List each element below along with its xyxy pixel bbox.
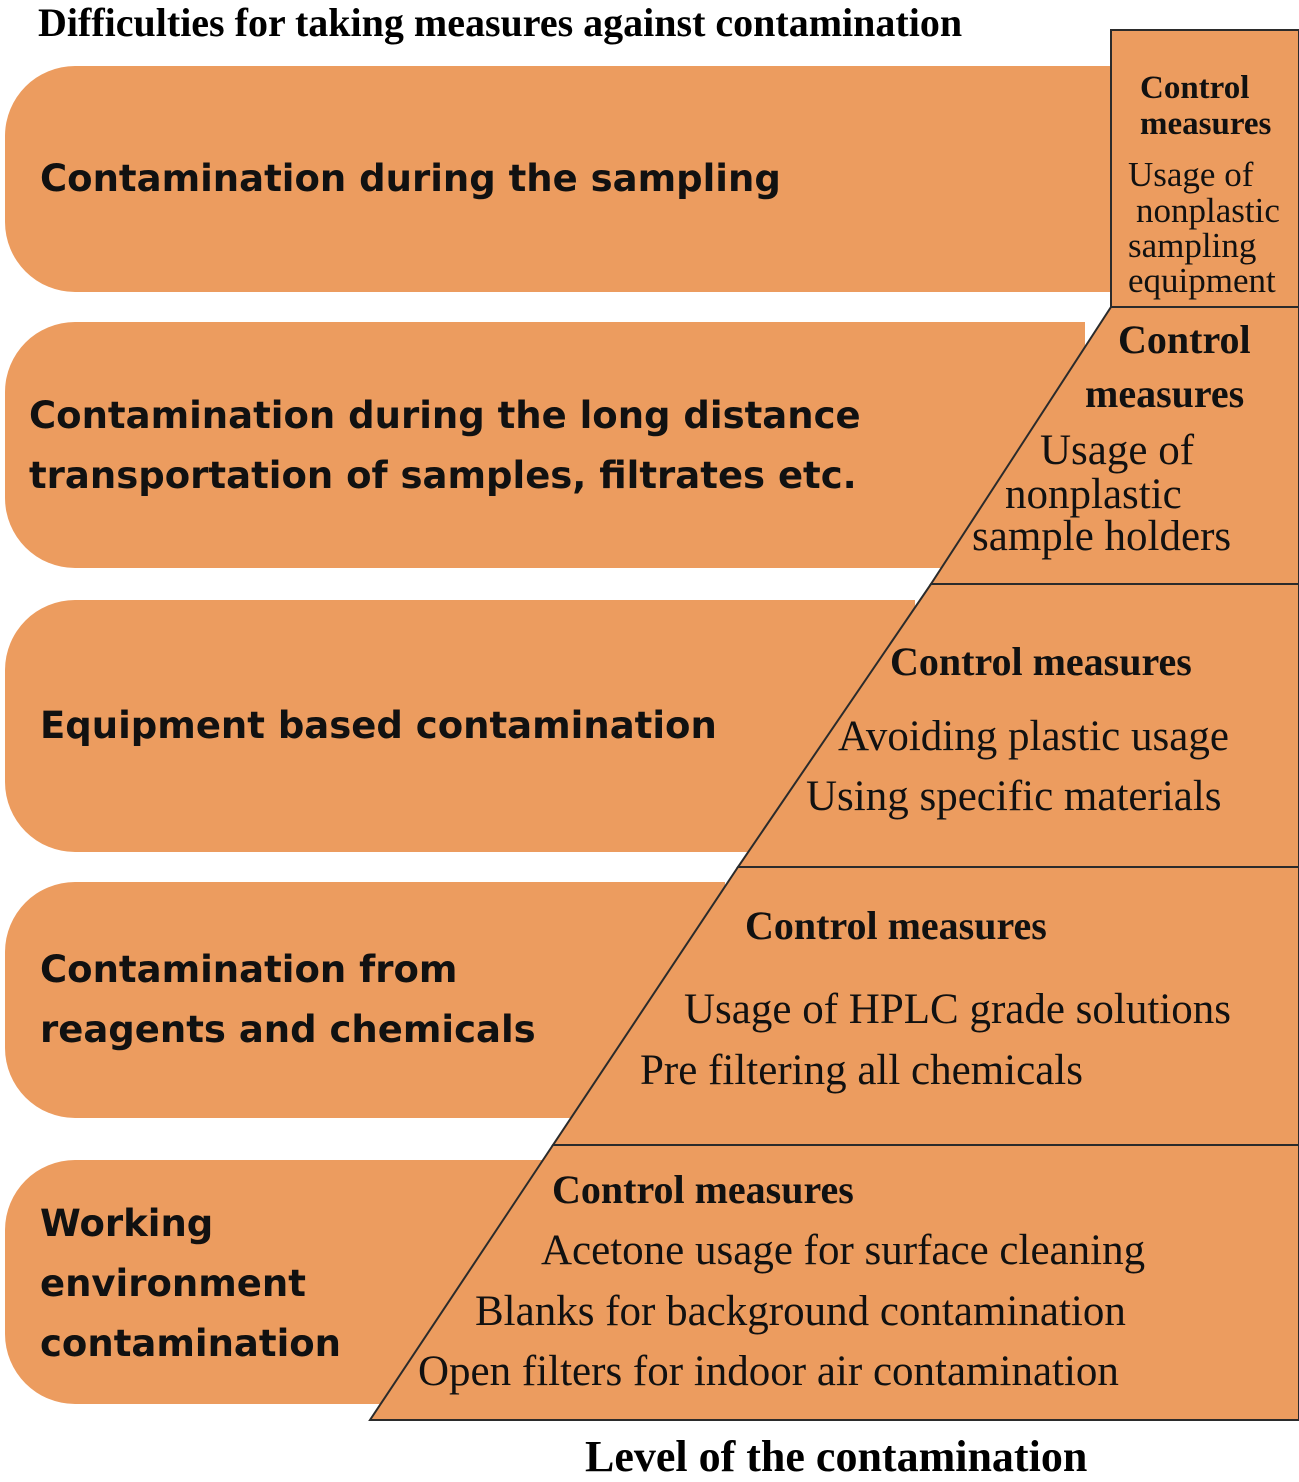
tier-2-heading-a: Control [1118, 317, 1251, 362]
tier-1-measure-d: equipment [1128, 261, 1276, 300]
tier-3-heading: Control measures [890, 639, 1192, 684]
difficulty-label-2b: transportation of samples, filtrates etc. [29, 454, 857, 497]
tier-4-measure-a: Usage of HPLC grade solutions [684, 986, 1231, 1033]
tier-1-heading-b: measures [1140, 106, 1272, 142]
tier-3-measure-a: Avoiding plastic usage [838, 713, 1229, 760]
difficulty-label-5c: contamination [40, 1322, 342, 1365]
difficulty-label-5b: environment [40, 1262, 306, 1305]
tier-5-measure-a: Acetone usage for surface cleaning [541, 1227, 1146, 1274]
difficulty-label-4b: reagents and chemicals [40, 1008, 536, 1051]
tier-1-measure-c: sampling [1128, 226, 1257, 265]
diagram-title: Difficulties for taking measures against contamination [38, 0, 963, 45]
tier-4-heading: Control measures [745, 903, 1047, 948]
tier-2-measure-a: Usage of [1040, 427, 1195, 474]
tier-1-measure-a: Usage of [1128, 155, 1254, 194]
tier-3-measure-b: Using specific materials [806, 773, 1222, 820]
tier-5-measure-c: Open filters for indoor air contamination [418, 1348, 1119, 1395]
difficulty-label-3: Equipment based contamination [40, 704, 717, 747]
difficulty-label-4a: Contamination from [40, 948, 458, 991]
tier-5-measure-b: Blanks for background contamination [475, 1288, 1126, 1335]
tier-1-heading-a: Control [1140, 70, 1250, 106]
tier-2-measure-c: sample holders [972, 513, 1232, 560]
tier-2-measure-b: nonplastic [1005, 471, 1182, 518]
tier-2-heading-b: measures [1085, 371, 1245, 416]
difficulty-label-5a: Working [40, 1202, 214, 1245]
tier-4-measure-b: Pre filtering all chemicals [640, 1047, 1083, 1094]
tier-1-measure-b: nonplastic [1136, 191, 1280, 230]
difficulty-label-2a: Contamination during the long distance [29, 394, 861, 437]
difficulty-label-1: Contamination during the sampling [40, 157, 781, 200]
tier-5-heading: Control measures [552, 1167, 854, 1212]
axis-footer-label: Level of the contamination [585, 1432, 1088, 1481]
